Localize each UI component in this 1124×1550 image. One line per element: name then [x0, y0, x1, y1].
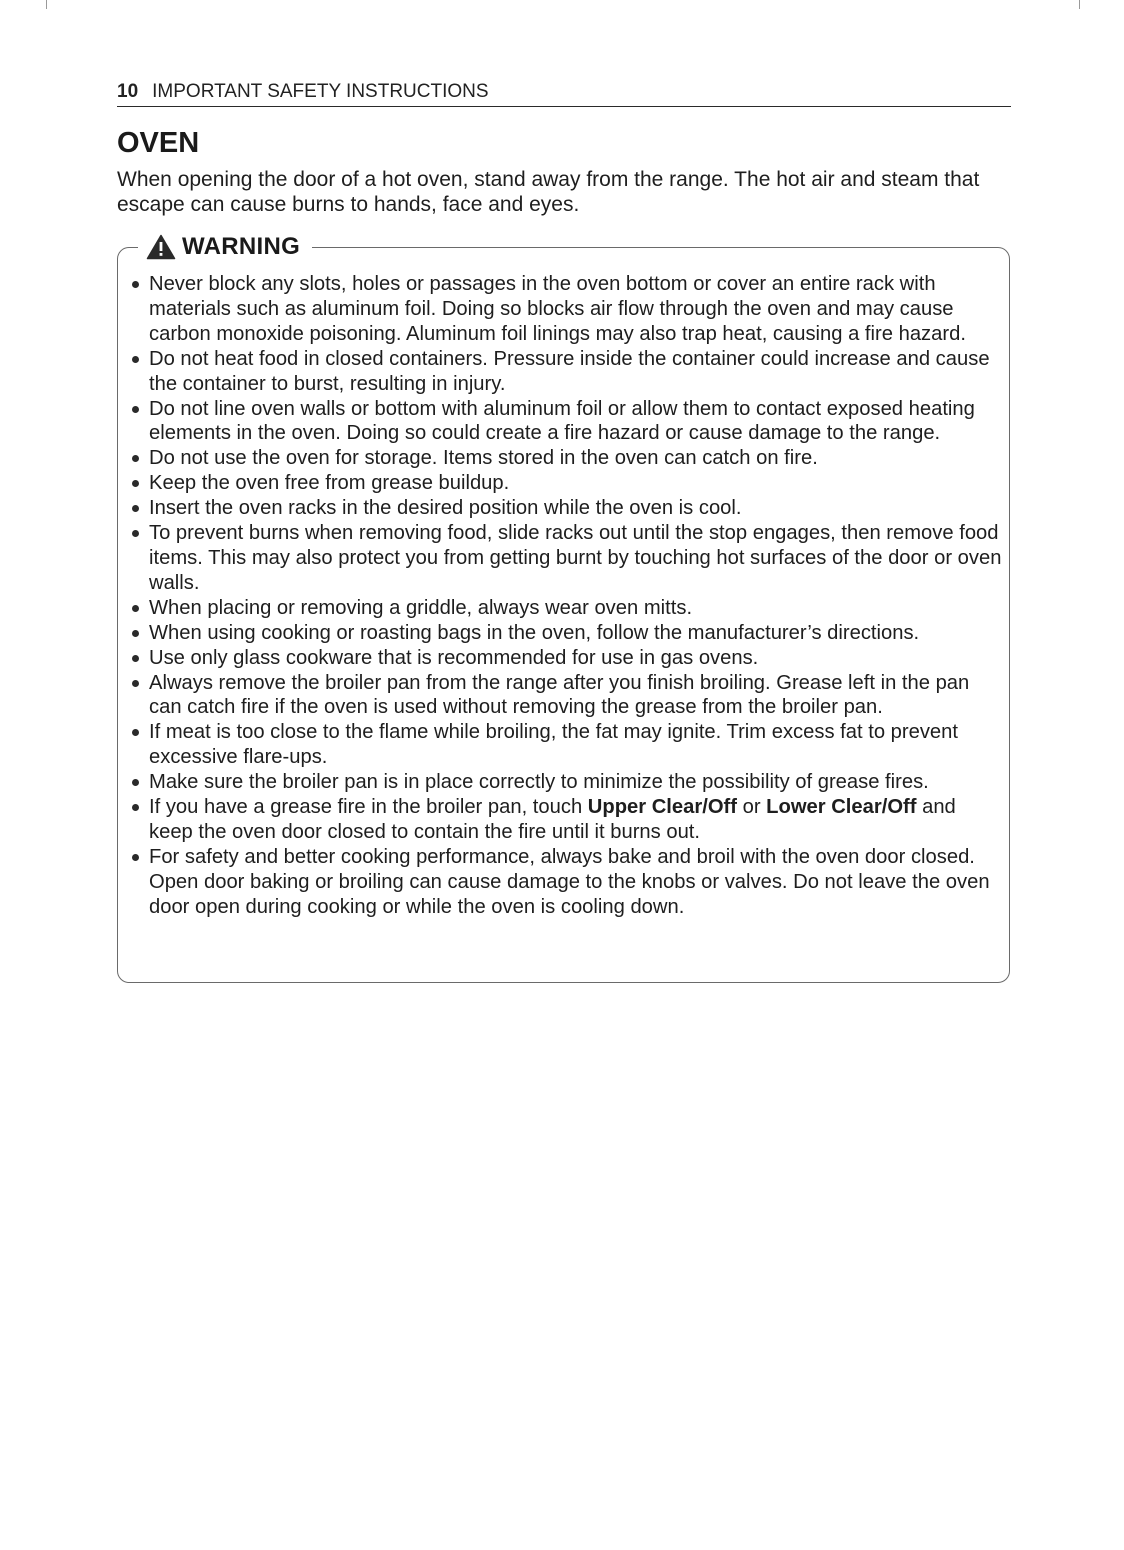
list-item — [131, 471, 1003, 496]
list-item-text: Never block any slots, holes or passages in the oven bottom or cover an entire rack with materials such as aluminum foil. Doing so blocks air flow through the oven and may cause carbon monoxide poisoning. Aluminum foil linings may also trap heat, causing a fire hazard. — [149, 273, 966, 345]
bullet — [132, 356, 139, 363]
bullet — [132, 530, 139, 537]
bullet — [132, 505, 139, 512]
list-item-text: For safety and better cooking performance, always bake and broil with the oven door closed. Open door baking or broiling can cause damage to the knobs or valves. Do not leave the oven door open during cooking or while the oven is cooling down. — [149, 845, 990, 918]
bullet — [132, 804, 139, 811]
list-item-text: Do not heat food in closed containers. Pressure inside the container could increase and cause the container to burst, resulting in injury. — [149, 347, 990, 395]
section-title: OVEN — [117, 127, 200, 159]
list-item — [131, 671, 1003, 721]
list-item — [131, 397, 1003, 447]
lower-clear-off-label: Lower Clear/Off — [766, 796, 917, 819]
page-number: 10 — [117, 81, 139, 102]
list-item — [131, 845, 1003, 920]
list-item — [131, 770, 1003, 795]
list-item — [131, 496, 1003, 521]
upper-clear-off-label: Upper Clear/Off — [587, 796, 737, 819]
header-section-label: IMPORTANT SAFETY INSTRUCTIONS — [152, 81, 489, 102]
warning-list — [131, 272, 1003, 920]
warning-label: WARNING — [182, 233, 301, 260]
list-item — [131, 596, 1003, 621]
list-item-text: Do not use the oven for storage. Items stored in the oven can catch on fire. — [149, 447, 818, 470]
bullet — [132, 854, 139, 861]
list-item-text: Keep the oven free from grease buildup. — [149, 472, 510, 495]
list-item-grease-fire — [131, 795, 1003, 845]
bullet — [132, 680, 139, 687]
crop-mark-right — [1079, 0, 1080, 9]
crop-mark-left — [46, 0, 47, 9]
grease-fire-text-2: or — [737, 796, 767, 819]
list-item-text: When placing or removing a griddle, always wear oven mitts. — [149, 596, 693, 619]
bullet — [132, 281, 139, 288]
list-item-text: Always remove the broiler pan from the range after you finish broiling. Grease left in the pan can catch fire if the oven is used without removing the grease from the broiler pan. — [149, 671, 970, 719]
warning-heading — [138, 231, 312, 263]
list-item-text: If meat is too close to the flame while broiling, the fat may ignite. Trim excess fat to prevent excessive flare-ups. — [149, 721, 958, 769]
bullet — [132, 630, 139, 637]
list-item-text: Make sure the broiler pan is in place correctly to minimize the possibility of grease fires. — [149, 771, 929, 794]
list-item-text: When using cooking or roasting bags in the oven, follow the manufacturer’s directions. — [149, 621, 920, 644]
intro-paragraph: When opening the door of a hot oven, stand away from the range. The hot air and steam that escape can cause burns to hands, face and eyes. — [117, 168, 980, 216]
list-item — [131, 272, 1003, 347]
list-item-text: Insert the oven racks in the desired position while the oven is cool. — [149, 497, 742, 520]
list-item — [131, 521, 1003, 596]
bullet — [132, 480, 139, 487]
bullet — [132, 655, 139, 662]
bullet — [132, 605, 139, 612]
warning-box — [117, 233, 1010, 983]
list-item — [131, 621, 1003, 646]
list-item — [131, 446, 1003, 471]
grease-fire-text-3: and keep the oven door closed to contain the fire until it burns out. — [149, 796, 956, 843]
list-item-text: Do not line oven walls or bottom with aluminum foil or allow them to contact exposed heating elements in the oven. Doing so could create a fire hazard or cause damage to the range. — [149, 397, 975, 445]
bullet — [132, 779, 139, 786]
page-header — [117, 81, 1011, 107]
grease-fire-text-1: If you have a grease fire in the broiler pan, touch — [149, 796, 588, 819]
bullet — [132, 729, 139, 736]
list-item — [131, 347, 1003, 397]
list-item-text: Use only glass cookware that is recommended for use in gas ovens. — [149, 646, 759, 669]
warning-triangle-icon — [146, 234, 176, 260]
bullet — [132, 406, 139, 413]
list-item — [131, 720, 1003, 770]
bullet — [132, 455, 139, 462]
list-item-text: To prevent burns when removing food, slide racks out until the stop engages, then remove food items. This may also protect you from getting burnt by touching hot surfaces of the door or oven walls. — [149, 522, 1002, 594]
list-item — [131, 646, 1003, 671]
